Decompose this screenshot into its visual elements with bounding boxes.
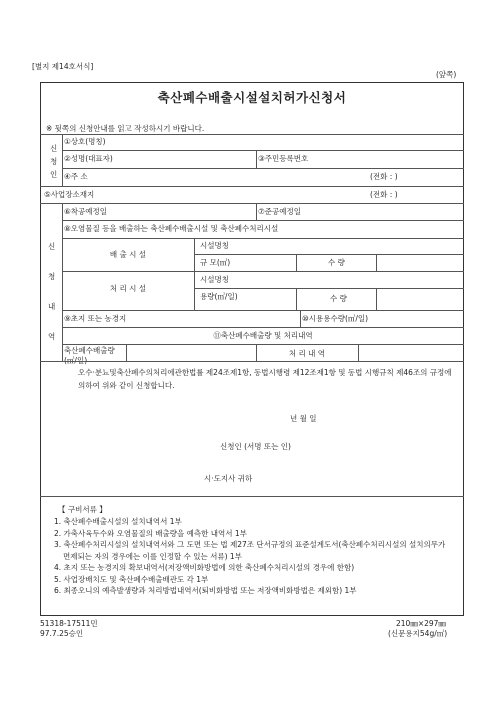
form-label: [별지 제14호서식]	[32, 62, 94, 71]
treatment-facility-label: 처 리 시 설	[109, 284, 147, 293]
applicant-signature[interactable]: 신청인 (서명 또는 인)	[220, 442, 291, 451]
treatment-details-label: 처 리 내 역	[288, 349, 326, 358]
address-field[interactable]: ④주 소	[64, 172, 88, 181]
discharge-facility-label: 배 출 시 설	[109, 250, 147, 259]
facility-header: ⑧오염물질 등을 배출하는 축산폐수배출시설 및 축산폐수처리시설	[64, 224, 279, 233]
doc-item-6: 6. 최종오니의 예측발생량과 처리방법내역서(퇴비화방법 또는 저장액비화방법은 제외함) 1부	[54, 586, 357, 595]
statement: 오수·분뇨및축산폐수의처리에관한법률 제24조제1항, 동법시행령 제12조제1항 및 동법 시행규칙 제46조의 규정에 의하여 위와 같이 신청합니다.	[78, 368, 452, 390]
rep-field[interactable]: ②성명(대표자)	[64, 154, 113, 163]
site-phone[interactable]: (전화 : )	[370, 190, 398, 199]
instruction-note: ※ 뒷쪽의 신청안내를 읽고 작성하시기 바랍니다.	[46, 124, 205, 133]
footer-code: 51318-17511민	[40, 619, 98, 628]
discharge-amount-field[interactable]: 축산폐수배출량 (㎥/일)	[64, 346, 115, 365]
discharge-header: ⑪축산폐수배출량 및 처리내역	[213, 331, 313, 340]
footer-paper: (신문용지54g/㎡)	[388, 629, 448, 638]
site-address-field[interactable]: ⑤사업장소재지	[44, 190, 95, 199]
footer-size: 210㎜×297㎜	[396, 619, 446, 628]
docs-list	[54, 516, 450, 597]
footer-approval: 97.7.25승인	[40, 629, 84, 638]
form-title: 축산폐수배출시설설치허가신청서	[157, 90, 347, 105]
facility-name-field[interactable]: 시설명칭	[200, 241, 229, 250]
details-side-label: 신 청 내 역	[48, 242, 56, 341]
name-field[interactable]: ①상호(명칭)	[64, 137, 106, 146]
scale-field[interactable]: 규 모(㎡)	[200, 258, 231, 267]
page-side: (앞쪽)	[436, 70, 457, 79]
water-use-field[interactable]: ⑩시용용수량(㎥/일)	[302, 314, 369, 323]
land-field[interactable]: ⑨초지 또는 농경지	[64, 314, 127, 323]
date-line[interactable]: 년 월 일	[290, 414, 317, 423]
addressee: 시·도지사 귀하	[204, 474, 253, 483]
capacity-field[interactable]: 용량(㎥/일)	[200, 292, 238, 301]
doc-item-3: 3. 축산폐수처리시설의 설치내역서와 그 도면 또는 법 제27조 단서규정의 표준설계도서(축산폐수처리시설의 설치의무가 면제되는 자의 경우에는 이를 인정할 수 있는 서류) 1부	[54, 540, 446, 561]
docs-header: 【 구비서류 】	[58, 505, 107, 514]
quantity-field[interactable]: 수 량	[328, 258, 345, 267]
finish-date-field[interactable]: ⑦준공예정일	[258, 207, 301, 216]
start-date-field[interactable]: ⑥착공예정일	[64, 207, 107, 216]
resident-no-field[interactable]: ③주민등록번호	[258, 154, 309, 163]
doc-item-2: 2. 가축사육두수와 오염물질의 배출량을 예측한 내역서 1부	[54, 528, 247, 538]
doc-item-4: 4. 초지 또는 농경지의 확보내역서(저장액비화방법에 의한 축산폐수처리시설의 경우에 한함)	[54, 563, 355, 572]
facility-name2-field[interactable]: 시설명칭	[200, 275, 229, 284]
address-phone[interactable]: (전화 : )	[370, 172, 398, 181]
doc-item-1: 1. 축산폐수배출시설의 설치내역서 1부	[54, 517, 182, 526]
applicant-side-label: 신 청 인	[50, 144, 58, 179]
doc-item-5: 5. 사업장배치도 및 축산폐수배출배관도 각 1부	[54, 574, 209, 584]
quantity2-field[interactable]: 수 량	[330, 294, 347, 303]
